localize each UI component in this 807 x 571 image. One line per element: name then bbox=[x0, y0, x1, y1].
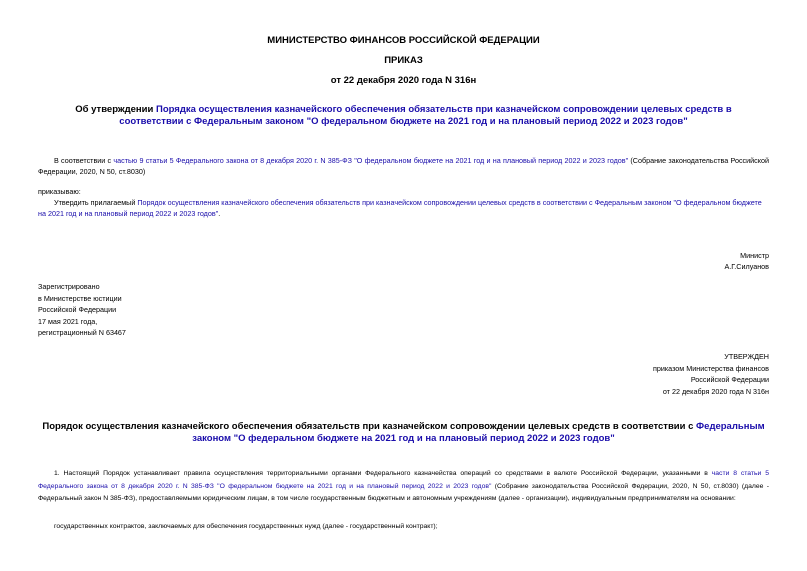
ministry-heading: МИНИСТЕРСТВО ФИНАНСОВ РОССИЙСКОЙ ФЕДЕРАЦИИ bbox=[267, 35, 540, 46]
registration-line: 17 мая 2021 года, bbox=[38, 316, 98, 326]
approval-line: УТВЕРЖДЕН bbox=[724, 352, 769, 361]
body-p1-prefix: 1. Настоящий Порядок устанавливает правила осуществления территориальными органами Федерального казначейства операций со средствами в валюте Российской Федерации, указанными в bbox=[54, 470, 712, 477]
procedure-title-prefix: Порядок осуществления казначейского обеспечения обязательств при казначейском сопровождении целевых средств в соответствии с bbox=[42, 421, 697, 432]
approval-line: от 22 декабря 2020 года N 316н bbox=[662, 386, 769, 396]
procedure-law-link[interactable]: Федеральным законом "О федеральном бюджете на 2021 год и на плановый период 2022 и 2023 годов" bbox=[192, 421, 765, 444]
signature-position: Министр bbox=[740, 251, 769, 260]
approval-line: приказом Министерства финансов bbox=[652, 363, 769, 373]
procedure-title bbox=[38, 421, 769, 445]
law-article-link[interactable]: части 8 статьи 5 Федерального закона от 8 декабря 2020 г. N 385-ФЗ "О федеральном бюджете на 2021 год и на плановый период 2022 и 2023 годов" bbox=[38, 470, 769, 490]
approval-line: Российской Федерации bbox=[690, 375, 769, 384]
order-word: ПРИКАЗ bbox=[384, 55, 423, 66]
order-title bbox=[45, 104, 762, 128]
approve-paragraph bbox=[38, 197, 769, 219]
intro-prefix: В соответствии с bbox=[54, 156, 114, 165]
federal-law-link[interactable]: частью 9 статьи 5 Федерального закона от 8 декабря 2020 г. N 385-ФЗ "О федеральном бюджете на 2021 год и на плановый период 2022 и 2023 годов" bbox=[113, 156, 629, 165]
approval-block bbox=[519, 351, 769, 397]
intro-paragraph bbox=[38, 155, 769, 177]
registration-line: Зарегистрировано bbox=[38, 282, 100, 291]
registration-line: в Министерстве юстиции bbox=[38, 293, 122, 303]
orders-word: приказываю: bbox=[38, 187, 81, 196]
order-date: от 22 декабря 2020 года N 316н bbox=[330, 75, 477, 86]
approve-suffix: . bbox=[218, 209, 221, 218]
body-paragraph-1 bbox=[38, 468, 769, 506]
approved-procedure-link[interactable]: Порядок осуществления казначейского обеспечения обязательств при казначейском сопровождении целевых средств в соответствии с Федеральным законом "О федеральном бюджете на 2021 год и на плановый период 2022 и 2023 годов" bbox=[38, 198, 762, 218]
body-p1-suffix: (Собрание законодательства Российской Федерации, 2020, N 50, ст.8030) (далее - Федеральный закон N 385-ФЗ), предоставляемыми юридическим лицам, в том числе государственным бюджетным и автономным учреждениям (далее - организации), индивидуальным предпринимателям на основании: bbox=[38, 482, 769, 502]
intro-suffix: (Собрание законодательства Российской Федерации, 2020, N 50, ст.8030) bbox=[38, 156, 770, 176]
registration-line: регистрационный N 63467 bbox=[38, 328, 126, 337]
approve-prefix: Утвердить прилагаемый bbox=[54, 198, 138, 207]
order-title-prefix: Об утверждении bbox=[75, 104, 156, 115]
signature-name: А.Г.Силуанов bbox=[724, 262, 769, 271]
procedure-link[interactable]: Порядка осуществления казначейского обеспечения обязательств при казначейском сопровождении целевых средств в соответствии с Федеральным законом "О федеральном бюджете на 2021 год и на плановый период 2022 и 2023 годов" bbox=[119, 104, 732, 127]
body-paragraph-2: государственных контрактов, заключаемых для обеспечения государственных нужд (далее - государственный контракт); bbox=[54, 523, 438, 530]
registration-block bbox=[38, 281, 126, 339]
registration-line: Российской Федерации bbox=[38, 305, 117, 314]
